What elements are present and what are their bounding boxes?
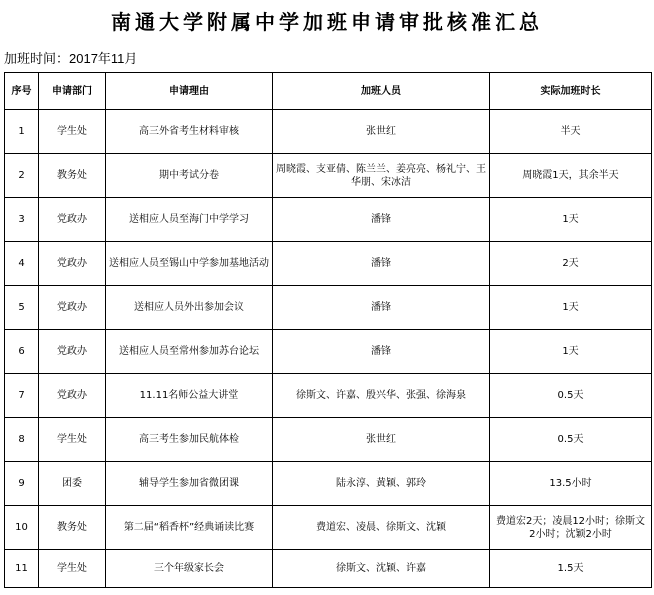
cell-staff: 潘锋 <box>273 330 490 374</box>
cell-dept: 党政办 <box>39 374 106 418</box>
header-dept: 申请部门 <box>39 73 106 110</box>
header-duration: 实际加班时长 <box>490 73 652 110</box>
cell-staff: 徐斯文、沈颖、许嘉 <box>273 550 490 588</box>
cell-reason: 11.11名师公益大讲堂 <box>106 374 273 418</box>
cell-staff: 潘锋 <box>273 242 490 286</box>
cell-no: 10 <box>5 506 39 550</box>
cell-no: 5 <box>5 286 39 330</box>
cell-dept: 党政办 <box>39 242 106 286</box>
cell-staff: 潘锋 <box>273 286 490 330</box>
header-reason: 申请理由 <box>106 73 273 110</box>
cell-no: 1 <box>5 110 39 154</box>
cell-reason: 辅导学生参加省微团课 <box>106 462 273 506</box>
table-row <box>5 550 652 588</box>
cell-dept: 党政办 <box>39 198 106 242</box>
cell-duration: 2天 <box>490 242 652 286</box>
cell-dept: 教务处 <box>39 506 106 550</box>
cell-duration: 周晓霞1天，其余半天 <box>490 154 652 198</box>
cell-dept: 党政办 <box>39 330 106 374</box>
cell-no: 7 <box>5 374 39 418</box>
cell-no: 6 <box>5 330 39 374</box>
header-no: 序号 <box>5 73 39 110</box>
cell-no: 3 <box>5 198 39 242</box>
cell-reason: 送相应人员至常州参加苏台论坛 <box>106 330 273 374</box>
cell-reason: 送相应人员至锡山中学参加基地活动 <box>106 242 273 286</box>
table-row <box>5 154 652 198</box>
cell-no: 4 <box>5 242 39 286</box>
cell-reason: 高三外省考生材料审核 <box>106 110 273 154</box>
cell-reason: 送相应人员至海门中学学习 <box>106 198 273 242</box>
cell-staff: 周晓霞、支亚倩、陈兰兰、姜亮亮、杨礼宁、王华朋、宋冰洁 <box>273 154 490 198</box>
table-row <box>5 198 652 242</box>
table-row <box>5 286 652 330</box>
cell-staff: 潘锋 <box>273 198 490 242</box>
cell-duration: 1天 <box>490 330 652 374</box>
cell-staff: 费道宏、凌晨、徐斯文、沈颖 <box>273 506 490 550</box>
table-row <box>5 462 652 506</box>
cell-reason: 三个年级家长会 <box>106 550 273 588</box>
cell-dept: 党政办 <box>39 286 106 330</box>
cell-dept: 学生处 <box>39 418 106 462</box>
cell-staff: 陆永淳、黄颖、郭玲 <box>273 462 490 506</box>
cell-duration: 半天 <box>490 110 652 154</box>
cell-reason: 第二届“稻香杯”经典诵读比赛 <box>106 506 273 550</box>
document-title: 南通大学附属中学加班申请审批核准汇总 <box>111 10 543 34</box>
cell-no: 2 <box>5 154 39 198</box>
overtime-period: 加班时间：2017年11月 <box>4 51 138 66</box>
cell-duration: 0.5天 <box>490 418 652 462</box>
cell-duration: 费道宏2天；凌晨12小时；徐斯文2小时；沈颖2小时 <box>490 506 652 550</box>
cell-reason: 高三考生参加民航体检 <box>106 418 273 462</box>
table-row <box>5 418 652 462</box>
cell-staff: 张世红 <box>273 110 490 154</box>
cell-staff: 徐斯文、许嘉、殷兴华、张强、徐海泉 <box>273 374 490 418</box>
cell-staff: 张世红 <box>273 418 490 462</box>
cell-no: 9 <box>5 462 39 506</box>
cell-duration: 13.5小时 <box>490 462 652 506</box>
cell-no: 8 <box>5 418 39 462</box>
table-row <box>5 110 652 154</box>
cell-reason: 期中考试分卷 <box>106 154 273 198</box>
table-row <box>5 330 652 374</box>
cell-dept: 教务处 <box>39 154 106 198</box>
table-row <box>5 242 652 286</box>
cell-dept: 学生处 <box>39 110 106 154</box>
cell-duration: 1天 <box>490 286 652 330</box>
cell-no: 11 <box>5 550 39 588</box>
cell-duration: 1天 <box>490 198 652 242</box>
cell-duration: 1.5天 <box>490 550 652 588</box>
cell-dept: 学生处 <box>39 550 106 588</box>
cell-dept: 团委 <box>39 462 106 506</box>
table-header-row <box>5 73 652 110</box>
table-row <box>5 506 652 550</box>
overtime-table <box>4 72 652 588</box>
cell-reason: 送相应人员外出参加会议 <box>106 286 273 330</box>
header-staff: 加班人员 <box>273 73 490 110</box>
table-row <box>5 374 652 418</box>
cell-duration: 0.5天 <box>490 374 652 418</box>
